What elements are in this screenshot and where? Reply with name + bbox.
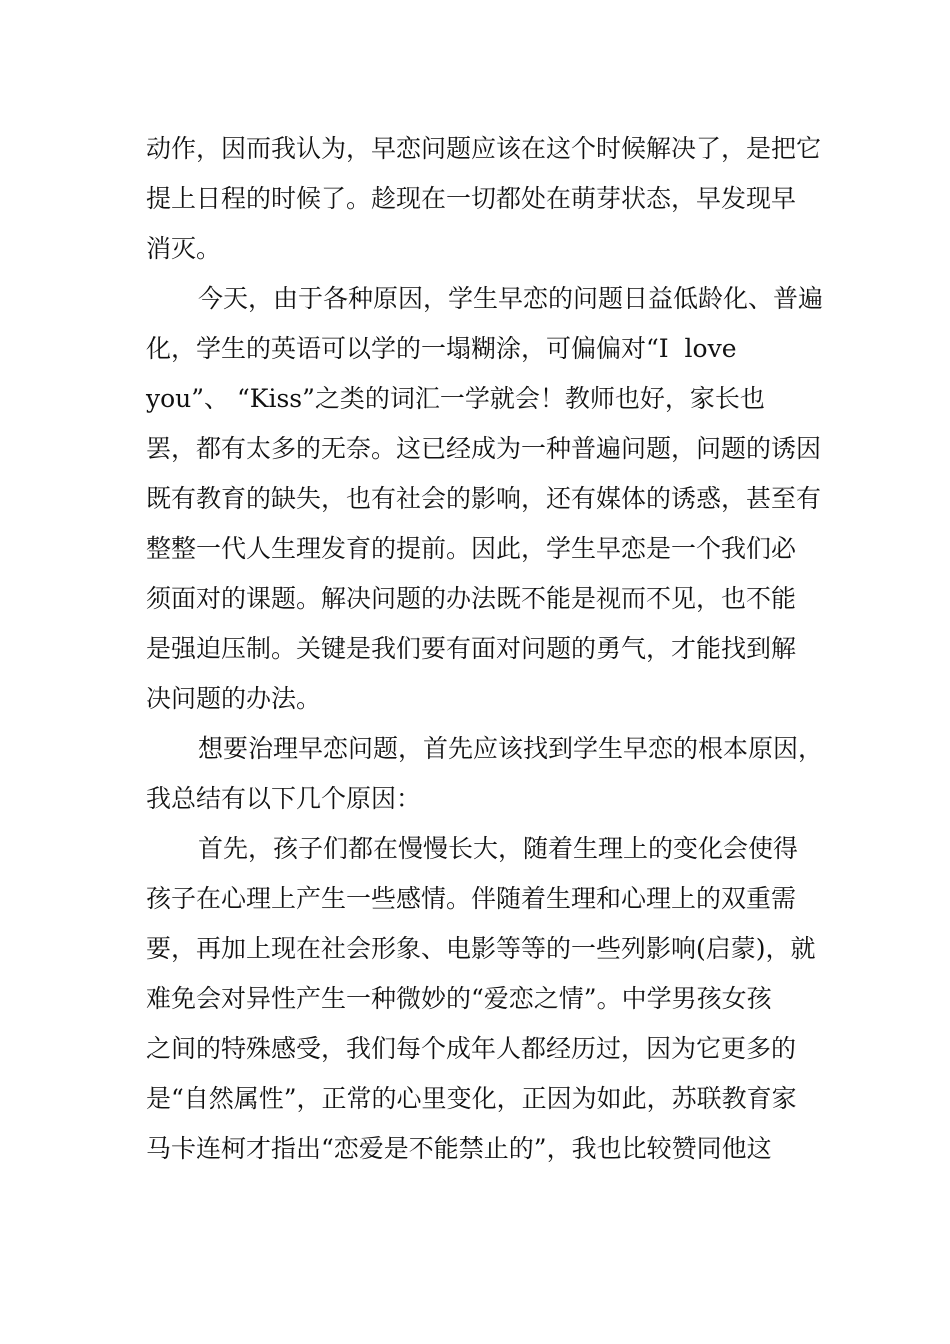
text-line: 孩子在心理上产生一些感情。伴随着生理和心理上的双重需 (146, 884, 797, 913)
text-line: 是强迫压制。关键是我们要有面对问题的勇气，才能找到解 (146, 634, 797, 663)
text-line: 罢，都有太多的无奈。这已经成为一种普遍问题，问题的诱因 (146, 434, 822, 463)
body-text (146, 124, 824, 1174)
text-line: 难免会对异性产生一种微妙的“爱恋之情”。中学男孩女孩 (146, 984, 772, 1013)
text-line: 我总结有以下几个原因： (146, 784, 422, 813)
text-line: 要，再加上现在社会形象、电影等等的一些列影响(启蒙)，就 (146, 934, 816, 963)
text-line: 马卡连柯才指出“恋爱是不能禁止的”，我也比较赞同他这 (146, 1134, 772, 1163)
text-line: 消灭。 (146, 234, 222, 263)
text-line: 动作，因而我认为，早恋问题应该在这个时候解决了，是把它 (146, 134, 822, 163)
text-line: 之间的特殊感受，我们每个成年人都经历过，因为它更多的 (146, 1034, 797, 1063)
text-line: 须面对的课题。解决问题的办法既不能是视而不见，也不能 (146, 584, 797, 613)
text-line: 决问题的办法。 (146, 684, 322, 713)
text-line: 化，学生的英语可以学的一塌糊涂，可偏偏对“I love (146, 334, 737, 363)
paragraph-start-line: 想要治理早恋问题，首先应该找到学生早恋的根本原因， (198, 734, 824, 763)
paragraph-start-line: 首先，孩子们都在慢慢长大，随着生理上的变化会使得 (198, 834, 799, 863)
text-line: 是“自然属性”，正常的心里变化，正因为如此，苏联教育家 (146, 1084, 797, 1113)
text-line: 整整一代人生理发育的提前。因此，学生早恋是一个我们必 (146, 534, 797, 563)
paragraph-start-line: 今天，由于各种原因，学生早恋的问题日益低龄化、普遍 (198, 284, 824, 313)
text-line: 提上日程的时候了。趁现在一切都处在萌芽状态，早发现早 (146, 184, 797, 213)
text-line: you”、 “Kiss”之类的词汇一学就会！教师也好，家长也 (146, 384, 765, 413)
text-line: 既有教育的缺失，也有社会的影响，还有媒体的诱惑，甚至有 (146, 484, 822, 513)
